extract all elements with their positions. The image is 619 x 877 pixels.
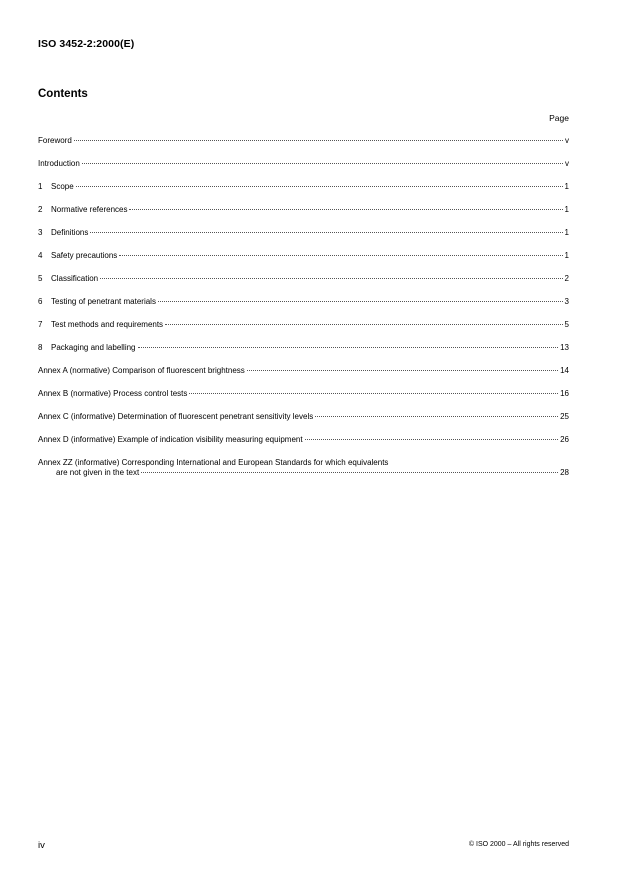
toc-entry-page: 14 (560, 366, 569, 375)
toc-entry-page: 28 (560, 468, 569, 477)
toc-entry-title: Test methods and requirements (51, 320, 164, 329)
page-column-label: Page (549, 113, 569, 123)
toc-entry-title: Annex D (informative) Example of indication visibility measuring equipment (38, 435, 303, 444)
toc-entry-title: Annex B (normative) Process control tests (38, 389, 188, 398)
dot-leader (315, 416, 558, 417)
toc-entry-label (38, 182, 74, 192)
dot-leader (305, 439, 559, 440)
toc-entry-page: 1 (564, 205, 569, 214)
toc-entry-label (38, 205, 127, 215)
toc-entry-annex-d[interactable] (38, 435, 569, 458)
dot-leader (247, 370, 558, 371)
toc-entry-classification[interactable] (38, 274, 569, 297)
dot-leader (158, 301, 563, 302)
toc-entry-title: Annex C (informative) Determination of fluorescent penetrant sensitivity levels (38, 412, 314, 421)
toc-entry-title: Definitions (51, 228, 89, 237)
toc-entry-number: 7 (38, 320, 43, 329)
toc-entry-page: 5 (564, 320, 569, 329)
dot-leader (119, 255, 562, 256)
toc-entry-number: 1 (38, 182, 43, 191)
toc-entry-page: v (565, 136, 569, 145)
toc-entry-title: Normative references (51, 205, 128, 214)
toc-entry-introduction[interactable] (38, 159, 569, 182)
toc-entry-page: 16 (560, 389, 569, 398)
toc-entry-label (38, 297, 156, 307)
toc-entry-safety-precautions[interactable] (38, 251, 569, 274)
toc-entry-number: 3 (38, 228, 43, 237)
dot-leader (82, 163, 563, 164)
toc-entry-annex-zz[interactable] (38, 458, 569, 488)
toc-entry-annex-b[interactable] (38, 389, 569, 412)
toc-entry-title: Packaging and labelling (51, 343, 136, 352)
dot-leader (74, 140, 563, 141)
toc-entry-page: 26 (560, 435, 569, 444)
contents-heading: Contents (38, 88, 88, 100)
toc-entry-title: Safety precautions (51, 251, 118, 260)
dot-leader (90, 232, 562, 233)
toc-entry-label (38, 320, 163, 330)
toc-entry-multiline (38, 458, 569, 478)
toc-entry-number: 4 (38, 251, 43, 260)
toc-entry-label (38, 343, 136, 353)
toc-entry-page: 1 (564, 182, 569, 191)
footer-copyright: © ISO 2000 – All rights reserved (468, 841, 569, 848)
dot-leader (189, 393, 558, 394)
document-id: ISO 3452-2:2000(E) (38, 38, 135, 50)
toc-entry-number: 5 (38, 274, 43, 283)
dot-leader (129, 209, 562, 210)
toc-entry-label (38, 251, 117, 261)
toc-entry-normative-references[interactable] (38, 205, 569, 228)
dot-leader (165, 324, 562, 325)
dot-leader (141, 472, 558, 473)
table-of-contents (38, 136, 569, 488)
toc-entry-page: 25 (560, 412, 569, 421)
toc-entry-page: 13 (560, 343, 569, 352)
toc-entry-scope[interactable] (38, 182, 569, 205)
toc-entry-title-line2: are not given in the text (56, 468, 140, 477)
toc-entry-page: 2 (564, 274, 569, 283)
dot-leader (76, 186, 563, 187)
toc-entry-test-methods-and-requirements[interactable] (38, 320, 569, 343)
toc-entry-page: v (565, 159, 569, 168)
toc-entry-number: 8 (38, 343, 43, 352)
toc-entry-annex-a[interactable] (38, 366, 569, 389)
toc-entry-label (38, 274, 98, 284)
toc-entry-title-line1: Annex ZZ (informative) Corresponding International and European Standards for which equivalents (38, 458, 389, 467)
toc-entry-title: Foreword (38, 136, 72, 145)
dot-leader (100, 278, 562, 279)
toc-entry-title: Scope (51, 182, 74, 191)
toc-entry-title: Testing of penetrant materials (51, 297, 156, 306)
toc-entry-title: Introduction (38, 159, 80, 168)
dot-leader (138, 347, 559, 348)
toc-entry-page: 1 (564, 251, 569, 260)
toc-entry-annex-c[interactable] (38, 412, 569, 435)
toc-entry-number: 6 (38, 297, 43, 306)
toc-entry-number: 2 (38, 205, 43, 214)
toc-entry-page: 3 (564, 297, 569, 306)
toc-entry-testing-of-penetrant-materials[interactable] (38, 297, 569, 320)
toc-entry-page: 1 (564, 228, 569, 237)
toc-entry-line2 (38, 468, 569, 478)
toc-entry-label (38, 228, 88, 238)
toc-entry-foreword[interactable] (38, 136, 569, 159)
toc-entry-title: Annex A (normative) Comparison of fluorescent brightness (38, 366, 245, 375)
toc-entry-definitions[interactable] (38, 228, 569, 251)
toc-entry-title: Classification (51, 274, 99, 283)
toc-entry-packaging-and-labelling[interactable] (38, 343, 569, 366)
footer-page-number: iv (38, 840, 45, 851)
